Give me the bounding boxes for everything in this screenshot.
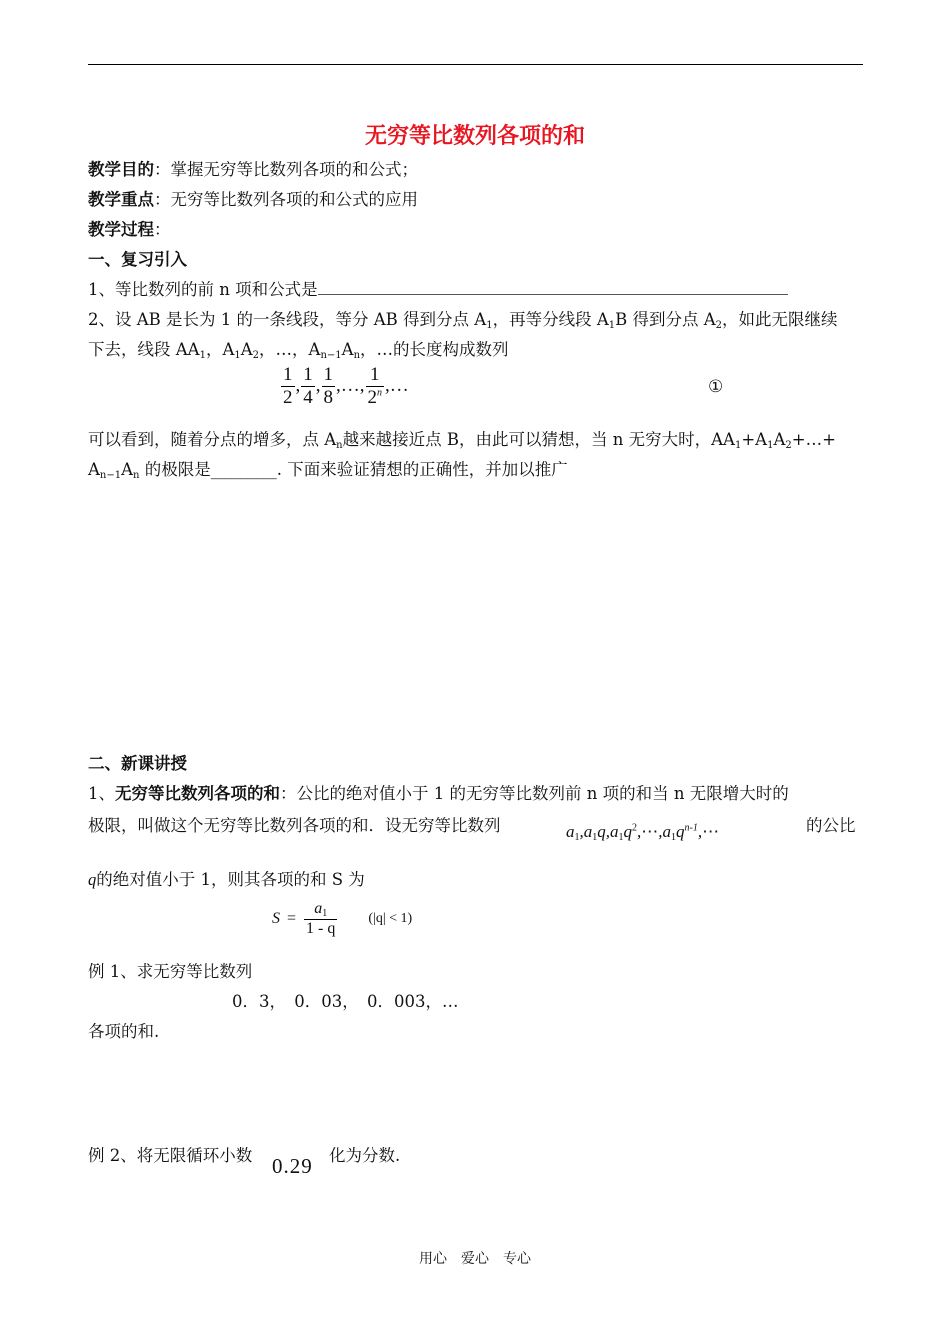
equation-marker: ① [708,377,724,397]
goal-label: 教学目的 [88,160,154,179]
sum-fraction: $\frac{a_1}{1 - q}$ [306,900,336,937]
observation-line1: 可以看到，随着分点的增多，点 $A_n$越来越接近点 B，由此可以猜想，当 n 无穷大时，$AA_1+A_1A_2+\dots+$ [88,430,836,451]
definition-line3: q的绝对值小于 1，则其各项的和 S 为 [88,870,365,889]
geometric-sequence-formula: $a_1,a_1q,a_1q^2,\cdots,a_1q^{n-1},\cdots$ [566,822,720,843]
answer-blank [318,280,788,295]
example1-prompt: 例 1、求无穷等比数列 [88,962,253,981]
definition-line2-tail: 的公比 [806,816,856,835]
section-new-lesson-heading: 二、新课讲授 [88,754,187,773]
focus-label: 教学重点 [88,190,154,209]
fraction-half: $\frac{1}{2}$ [283,364,293,408]
goal-text: ：掌握无穷等比数列各项的和公式； [154,160,418,179]
teaching-goal [88,156,418,180]
definition-term: 无穷等比数列各项的和 [115,784,280,803]
process-label: 教学过程 [88,220,154,239]
fraction-general-term: $\frac{1}{2^n}$ [367,364,382,408]
header-rule [88,64,863,65]
page-footer: 用心 爱心 专心 [419,1251,531,1267]
review1-text: 1、等比数列的前 n 项和公式是 [88,280,318,299]
fraction-quarter: $\frac{1}{4}$ [303,364,313,408]
focus-text: ：无穷等比数列各项的和公式的应用 [154,190,418,209]
teaching-process [88,216,171,240]
review-item-2-line2: 下去，线段 $AA_1$，$A_1A_2$，…，$A_{n-1}A_n$，…的长度构成数列 [88,340,509,361]
definition-line2: 极限，叫做这个无穷等比数列各项的和．设无穷等比数列 [88,816,501,835]
example2-prompt: 例 2、将无限循环小数 [88,1146,253,1165]
definition-line1: 1、无穷等比数列各项的和：公比的绝对值小于 1 的无穷等比数列前 n 项的和当 n 无限增大时的 [88,784,789,803]
process-text: ： [154,220,171,239]
observation-line2: $A_{n-1}A_n$ 的极限是________. 下面来验证猜想的正确性，并加以推广 [88,460,568,481]
page-title: 无穷等比数列各项的和 [364,124,585,149]
sum-formula: S = $\frac{a_1}{1 - q}$ (|q| < 1) [272,900,413,937]
review-item-1 [88,276,788,300]
section-review-heading: 一、复习引入 [88,250,187,269]
repeating-decimal: 0.29 [272,1154,313,1178]
example1-terms: 0．3， 0．03， 0．003，… [232,992,459,1011]
example1-tail: 各项的和. [88,1022,160,1041]
review-item-2-line1: 2、设 AB 是长为 1 的一条线段，等分 AB 得到分点 $A_1$，再等分线段 $A_1B$ 得到分点 $A_2$，如此无限继续 [88,310,838,331]
sequence-formula: $\frac{1}{2}$ , $\frac{1}{4}$ , $\frac{1}{8}$ ,…, $\frac{1}{2^n}$ ,… [283,364,409,408]
example2-suffix: 化为分数. [329,1146,401,1165]
fraction-eighth: $\frac{1}{8}$ [323,364,333,408]
teaching-focus [88,186,418,210]
